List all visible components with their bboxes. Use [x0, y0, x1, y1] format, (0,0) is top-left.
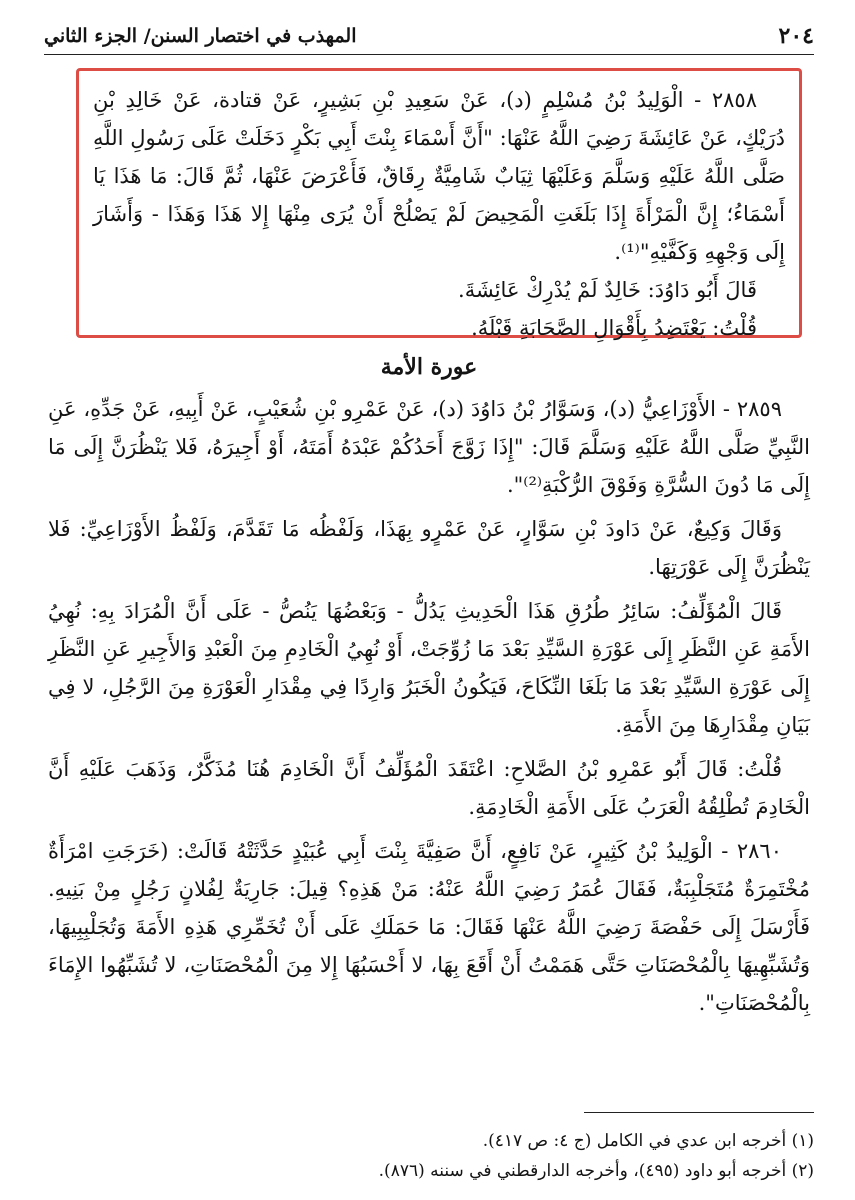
highlighted-hadith-box: [76, 68, 802, 338]
waki-narration: وَقَالَ وَكِيعٌ، عَنْ دَاودَ بْنِ سَوَّارٍ، عَنْ عَمْرٍو بِهَذَا، وَلَفْظُه مَا تَقَدَّمَ، وَلَفْظُ الأَوْزَاعِيِّ: فَلا يَنْظُرَنَّ إِلَى عَوْرَتِهَا.: [48, 517, 810, 579]
abu-dawud-comment: قَالَ أَبُو دَاوُدَ: خَالِدٌ لَمْ يُدْرِكْ عَائِشَةَ.: [458, 278, 757, 302]
hadith-2859: ٢٨٥٩ - الأَوْزَاعِيُّ (د)، وَسَوَّارُ بْنُ دَاوُدَ (د)، عَنْ عَمْرِو بْنِ شُعَيْبٍ، عَنْ أَبِيهِ، عَنْ جَدِّهِ، عَنِ النَّبِيِّ صَلَّى اللَّهُ عَلَيْهِ وَسَلَّمَ قَالَ: "إِذَا زَوَّجَ أَحَدُكُمْ عَبْدَهُ أَمَتَهُ، أَوْ أَجِيرَهُ، فَلا يَنْظُرَنَّ إِلَى مَا إِلَى مَا دُونَ السُّرَّةِ وَفَوْقَ الرُّكْبَةِ⁽²⁾".: [48, 397, 810, 497]
footnote-divider: [584, 1112, 814, 1113]
page-header: [44, 18, 814, 55]
page-number: ٢٠٤: [778, 23, 814, 49]
body-text: [48, 390, 810, 1028]
section-title: عورة الأمة: [380, 354, 478, 380]
book-page: [44, 18, 814, 1188]
footnote-1: (١) أخرجه ابن عدي في الكامل (ج ٤: ص ٤١٧).: [482, 1131, 814, 1151]
book-title: المهذب في اختصار السنن/ الجزء الثاني: [44, 25, 357, 47]
author-comment: قُلْتُ: يَعْتَضِدُ بِأَقْوَالِ الصَّحَابَةِ قَبْلَهُ.: [471, 316, 757, 340]
hadith-2858: ٢٨٥٨ - الْوَلِيدُ بْنُ مُسْلِمٍ (د)، عَنْ سَعِيدِ بْنِ بَشِيرٍ، عَنْ قتادة، عَنْ خَالِدِ بْنِ دُرَيْكٍ، عَنْ عَائِشَةَ رَضِيَ اللَّهُ عَنْهَا: "أَنَّ أَسْمَاءَ بِنْتَ أَبِي بَكْرٍ دَخَلَتْ عَلَى رَسُولِ اللَّهِ صَلَّى اللَّهُ عَلَيْهِ وَسَلَّمَ وَعَلَيْهَا ثِيَابٌ شَامِيَّةٌ رِقَاقٌ، فَأَعْرَضَ عَنْهَا، ثُمَّ قَالَ: مَا هَذَا يَا أَسْمَاءُ؛ إِنَّ الْمَرْأَةَ إِذَا بَلَغَتِ الْمَحِيضَ لَمْ يَصْلُحْ أَنْ يُرَى مِنْهَا إِلا هَذَا وَهَذَا - وَأَشَارَ إِلَى وَجْهِهِ وَكَفَّيْهِ"⁽¹⁾.: [93, 88, 785, 264]
hadith-2860: ٢٨٦٠ - الْوَلِيدُ بْنُ كَثِيرٍ، عَنْ نَافِعٍ، أَنَّ صَفِيَّةَ بِنْتَ أَبِي عُبَيْدٍ حَدَّثَتْهُ قَالَتْ: (خَرَجَتِ امْرَأَةٌ مُخْتَمِرَةٌ مُتَجَلْبِبَةٌ، فَقَالَ عُمَرُ رَضِيَ اللَّهُ عَنْهُ: مَنْ هَذِهِ؟ قِيلَ: جَارِيَةٌ لِفُلانٍ رَجُلٍ مِنْ بَنِيهِ. فَأَرْسَلَ إِلَى حَفْصَةَ رَضِيَ اللَّهُ عَنْهَا فَقَالَ: مَا حَمَلَكِ عَلَى أَنْ تُخَمِّرِي هَذِهِ الأَمَةَ وَتُجَلْبِبِيهَا، وَتُشَبِّهِيهَا بِالْمُحْصَنَاتِ حَتَّى هَمَمْتُ أَنْ أَقَعَ بِهَا، لا أَحْسَبُهَا إِلا مِنَ الْمُحْصَنَاتِ، لا تُشَبِّهُوا الإِمَاءَ بِالْمُحْصَنَاتِ".: [48, 839, 810, 1015]
footnotes: [44, 1126, 814, 1186]
footnote-2: (٢) أخرجه أبو داود (٤٩٥)، وأخرجه الدارقطني في سننه (٨٧٦).: [378, 1161, 814, 1181]
author-explanation: قَالَ الْمُؤَلِّفُ: سَائِرُ طُرُقِ هَذَا الْحَدِيثِ يَدُلُّ - وَبَعْضُهَا يَنُصُّ - عَلَى أَنَّ الْمُرَادَ بِهِ: نُهِيُ الأَمَةِ عَنِ النَّظَرِ إِلَى عَوْرَةِ السَّيِّدِ بَعْدَ مَا زُوِّجَتْ، أَوْ نُهِيُ الْخَادِمِ مِنَ الْعَبْدِ وَالأَجِيرِ عَنِ النَّظَرِ إِلَى عَوْرَةِ السَّيِّدِ بَعْدَ مَا بَلَغَا النِّكَاحَ، فَيَكُونُ الْخَبَرُ وَارِدًا فِي مِقْدَارِ الْعَوْرَةِ مِنَ الرَّجُلِ، لا فِي بَيَانِ مِقْدَارِهَا مِنَ الأَمَةِ.: [48, 599, 810, 737]
ibn-salah-comment: قُلْتُ: قَالَ أَبُو عَمْرِو بْنُ الصَّلاحِ: اعْتَقَدَ الْمُؤَلِّفُ أَنَّ الْخَادِمَ هُنَا مُذَكَّرٌ، وَذَهَبَ عَلَيْهِ أَنَّ الْخَادِمَ تُطْلِقُهُ الْعَرَبُ عَلَى الأَمَةِ الْخَادِمَةِ.: [48, 757, 810, 819]
